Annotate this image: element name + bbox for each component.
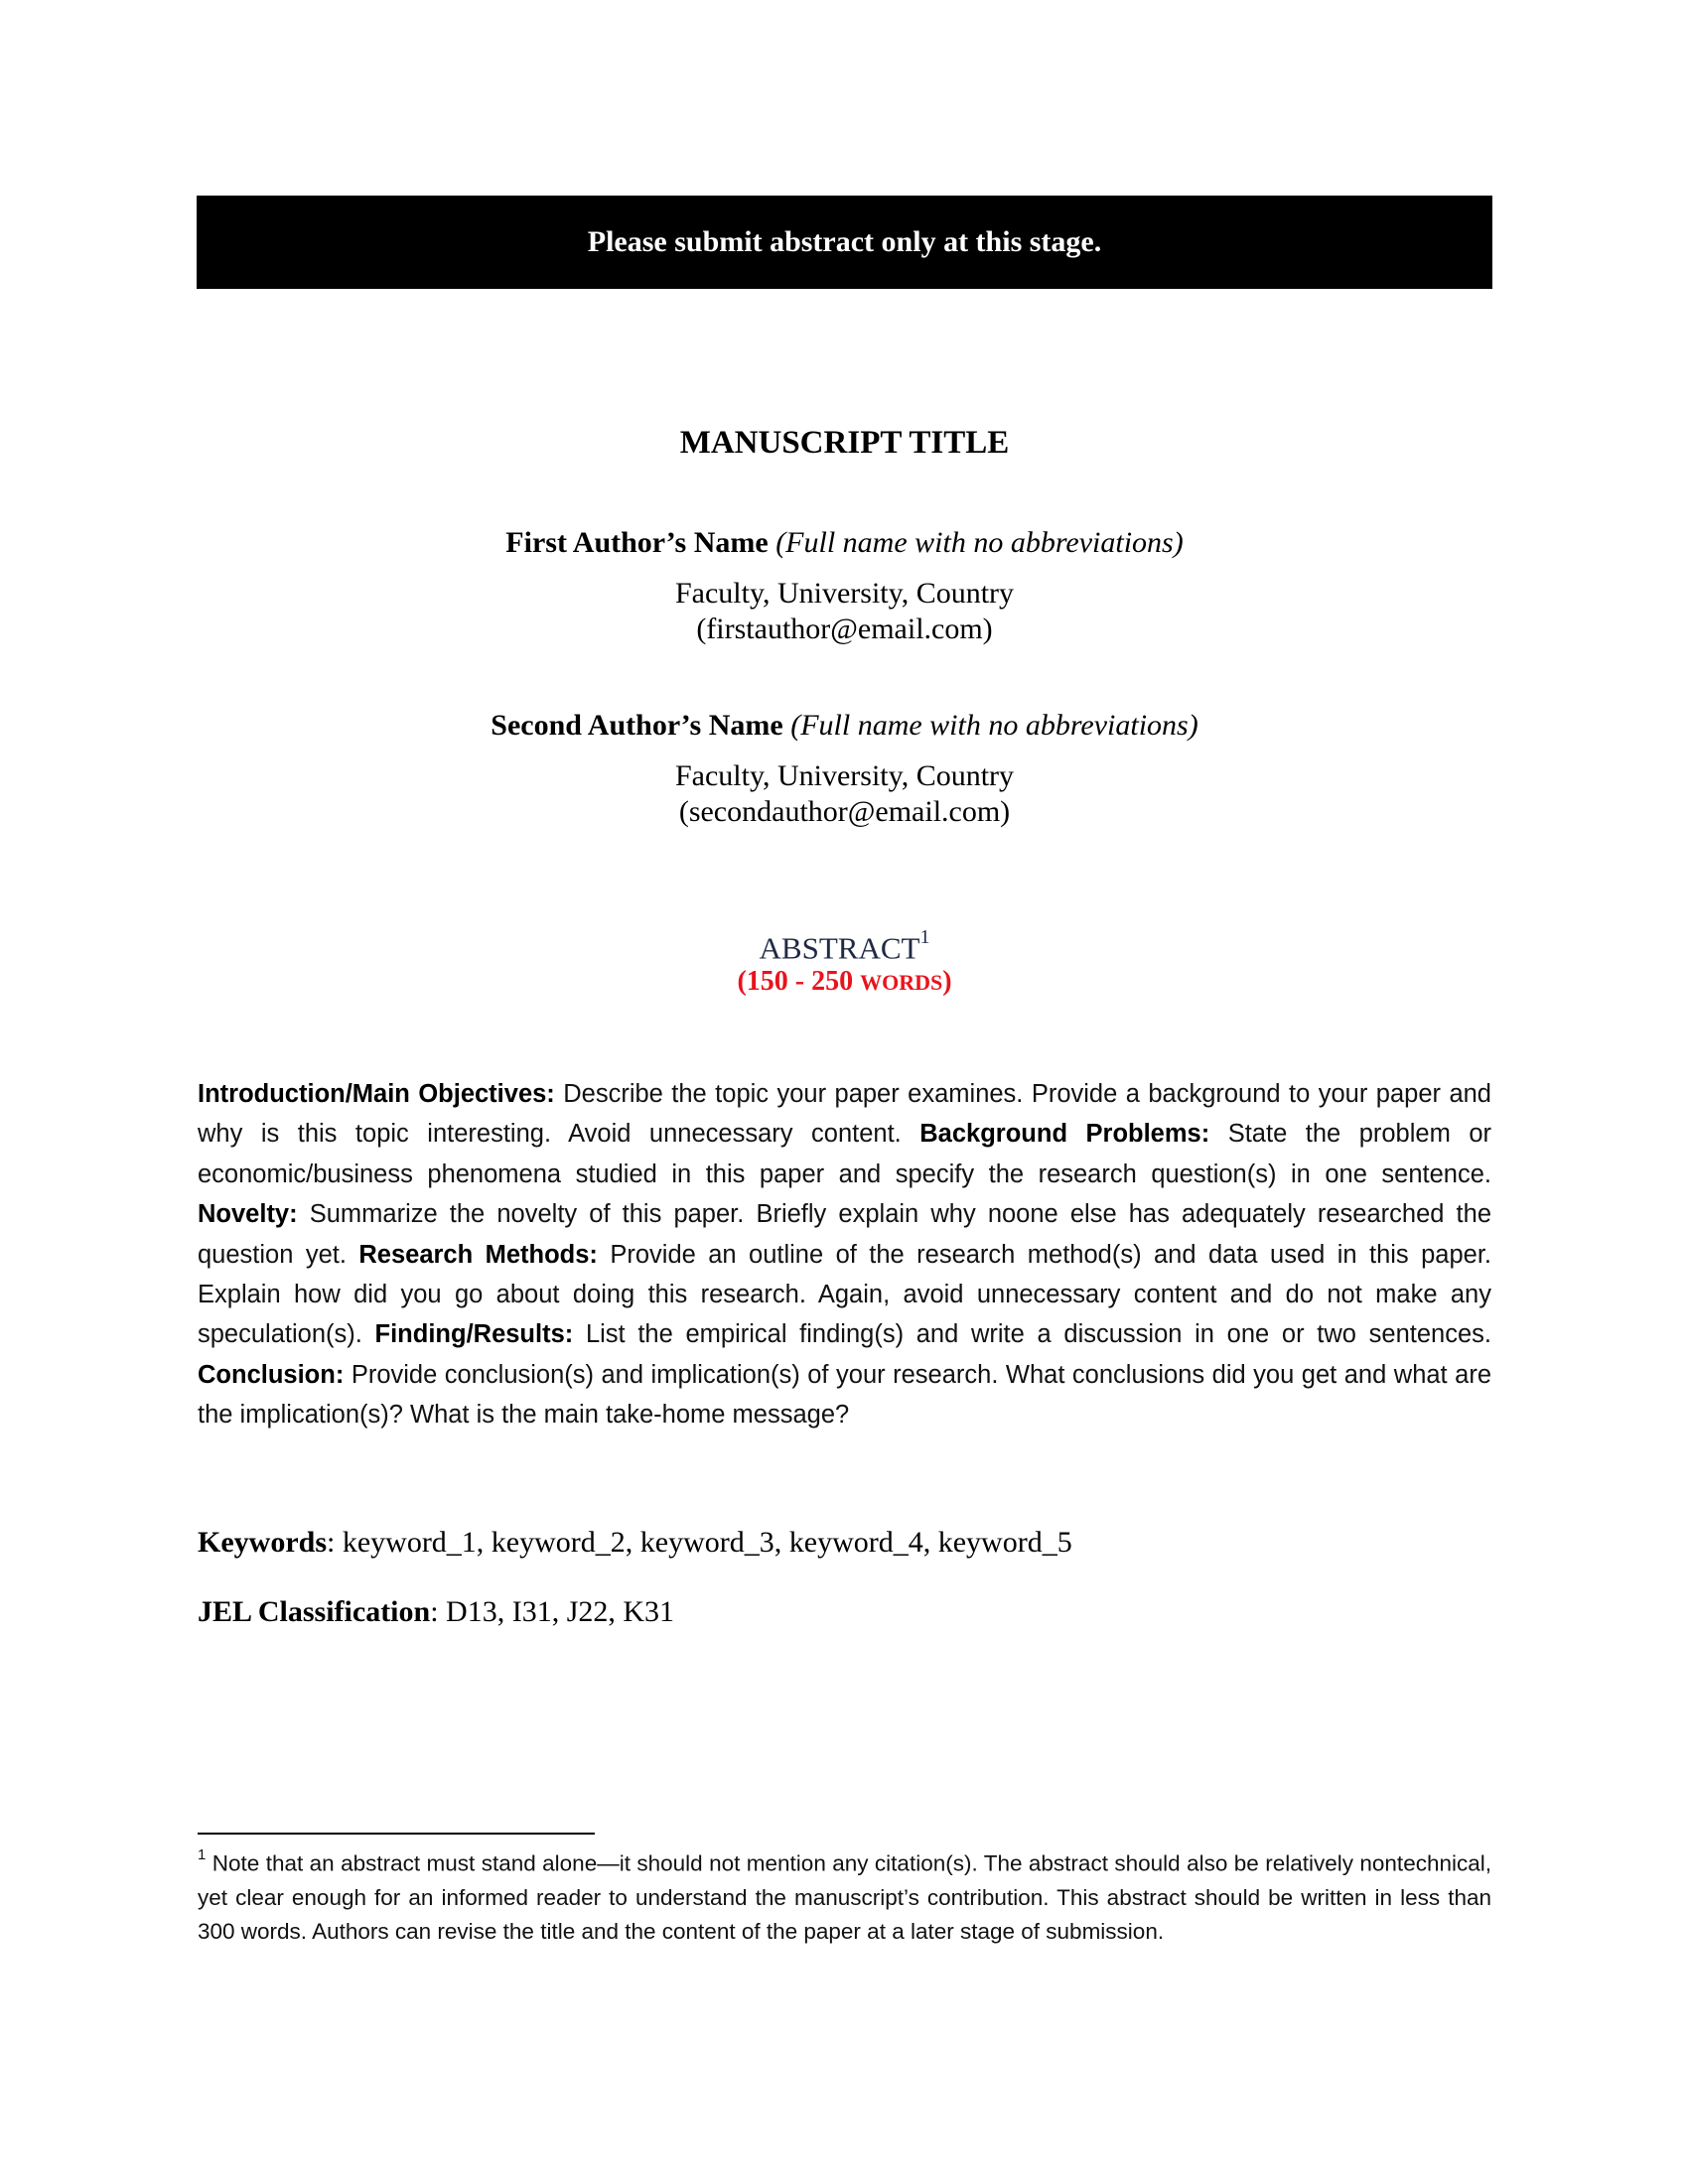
section-label-novelty: Novelty:: [198, 1200, 298, 1229]
section-text-background-problems: State the problem or economic/business phenomena studied in this paper and specify the research question(s) in one sentence.: [198, 1120, 1491, 1188]
footnote-marker: 1: [198, 1846, 207, 1863]
second-author-name: Second Author’s Name: [491, 709, 783, 742]
keywords-label: Keywords: [198, 1526, 327, 1559]
section-label-findings: Finding/Results:: [374, 1320, 574, 1349]
second-author-email: (secondauthor@email.com): [678, 795, 1011, 828]
footnote: [198, 1842, 1491, 1949]
first-author-name: First Author’s Name: [505, 526, 769, 559]
jel-value: : D13, I31, J22, K31: [430, 1595, 675, 1628]
footnote-separator: [198, 1833, 595, 1835]
section-label-background-problems: Background Problems:: [919, 1120, 1210, 1149]
second-author-name-note: (Full name with no abbreviations): [790, 709, 1198, 742]
first-author-affiliation: Faculty, University, Country: [674, 577, 1015, 610]
abstract-word-count: [197, 966, 1492, 998]
word-count-range: (150 - 250: [737, 966, 854, 997]
submission-notice-text: Please submit abstract only at this stage.: [587, 225, 1102, 258]
jel-classification-line: [198, 1595, 674, 1629]
manuscript-title: MANUSCRIPT TITLE: [679, 425, 1010, 461]
keywords-line: [198, 1526, 1072, 1560]
word-count-close: ): [942, 966, 952, 997]
keywords-value: : keyword_1, keyword_2, keyword_3, keyword_4, keyword_5: [327, 1526, 1072, 1559]
abstract-heading: [197, 926, 1492, 966]
second-author-line: [197, 709, 1492, 743]
abstract-heading-text: ABSTRACT: [759, 930, 920, 966]
section-text-research-methods: Provide an outline of the research method(s) and data used in this paper. Explain how did you go about doing this research. Again, avoid unnecessary content and do not make any speculation(s).: [198, 1240, 1491, 1349]
section-label-introduction: Introduction/Main Objectives:: [198, 1080, 555, 1108]
first-author-line: [197, 526, 1492, 560]
second-author-affiliation-block: [197, 758, 1492, 830]
submission-notice-banner: [197, 196, 1492, 289]
section-text-findings: List the empirical finding(s) and write a discussion in one or two sentences.: [573, 1320, 1491, 1349]
first-author-email: (firstauthor@email.com): [696, 613, 993, 645]
section-text-conclusion: Provide conclusion(s) and implication(s) of your research. What conclusions did you get and what are the implication(s)? What is the main take-home message?: [198, 1360, 1491, 1430]
word-count-unit: WORDS: [860, 970, 943, 995]
section-text-novelty: Summarize the novelty of this paper. Briefly explain why noone else has adequately researched the question yet.: [198, 1200, 1491, 1269]
abstract-footnote-marker: 1: [919, 926, 930, 948]
second-author-affiliation: Faculty, University, Country: [674, 759, 1015, 792]
section-label-conclusion: Conclusion:: [198, 1360, 345, 1389]
section-text-introduction: Describe the topic your paper examines. Provide a background to your paper and why is this topic interesting. Avoid unnecessary content.: [198, 1080, 1491, 1149]
first-author-affiliation-block: [197, 576, 1492, 647]
jel-label: JEL Classification: [198, 1595, 431, 1628]
first-author-name-note: (Full name with no abbreviations): [775, 526, 1184, 559]
section-label-research-methods: Research Methods:: [358, 1240, 598, 1269]
footnote-text: Note that an abstract must stand alone—it should not mention any citation(s). The abstract should also be relatively nontechnical, yet clear enough for an informed reader to understand the manuscript’s contribution. This abstract should be written in less than 300 words. Authors can revise the title and the content of the paper at a later stage of submission.: [198, 1850, 1491, 1944]
abstract-body: [198, 1074, 1491, 1435]
